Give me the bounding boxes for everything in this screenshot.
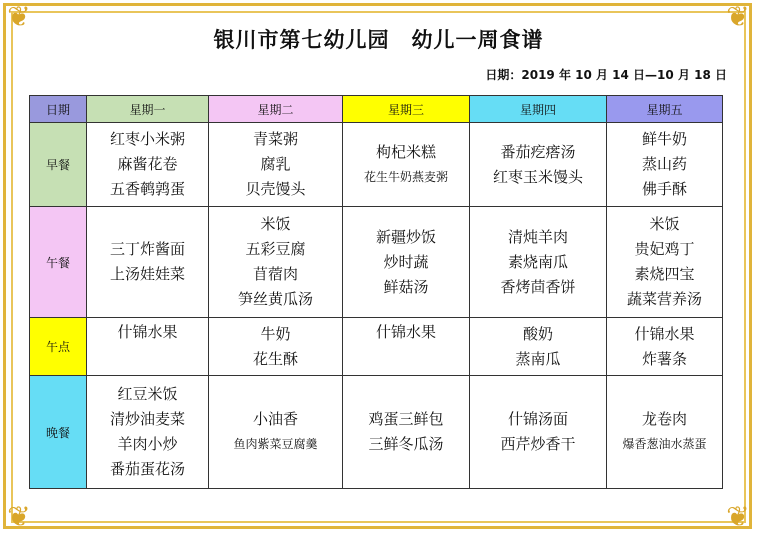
dish: 鸡蛋三鲜包 — [368, 410, 444, 428]
header-tue: 星期二 — [209, 96, 343, 123]
date-range: 日期：2019 年 10 月 14 日—10 月 18 日 — [485, 68, 727, 82]
corner-ornament-icon: ❦ — [726, 500, 750, 533]
dish: 三丁炸酱面 — [109, 240, 185, 258]
table-row — [30, 207, 723, 318]
dish: 鱼肉紫菜豆腐羹 — [233, 437, 318, 451]
header-thu: 星期四 — [470, 96, 607, 123]
menu-cell — [87, 318, 209, 376]
dish: 贵妃鸡丁 — [634, 240, 695, 258]
dish: 素烧南瓜 — [507, 252, 568, 271]
dish: 西芹炒香干 — [500, 435, 576, 453]
header-row — [30, 96, 723, 123]
dish: 五彩豆腐 — [245, 240, 306, 258]
menu-cell — [470, 318, 607, 376]
dish: 上汤娃娃菜 — [109, 265, 185, 283]
dish: 炸薯条 — [641, 349, 687, 368]
menu-cell — [607, 376, 723, 489]
dish: 花生牛奶燕麦粥 — [363, 169, 448, 184]
dish: 清炖羊肉 — [507, 227, 568, 246]
menu-cell — [209, 318, 343, 376]
menu-cell — [343, 318, 470, 376]
table-row — [30, 318, 723, 376]
dish: 红枣小米粥 — [109, 130, 185, 148]
dish: 米饭 — [260, 215, 291, 233]
dish: 爆香葱油水蒸蛋 — [622, 437, 707, 451]
menu-cell — [209, 376, 343, 489]
dish: 青菜粥 — [252, 130, 298, 148]
dish: 新疆炒饭 — [375, 227, 436, 246]
dish: 蔬菜营养汤 — [626, 290, 702, 308]
menu-cell — [87, 207, 209, 318]
corner-ornament-icon: ❦ — [7, 0, 31, 33]
dish: 蒸山药 — [641, 155, 687, 173]
dish: 牛奶 — [260, 324, 291, 343]
dish: 番茄疙瘩汤 — [500, 142, 576, 161]
menu-cell — [209, 207, 343, 318]
dish: 番茄蛋花汤 — [109, 460, 185, 478]
dish: 花生酥 — [252, 349, 298, 368]
header-fri: 星期五 — [607, 96, 723, 123]
dish: 三鲜冬瓜汤 — [368, 435, 444, 453]
dish: 蒸南瓜 — [515, 349, 561, 368]
header-mon: 星期一 — [87, 96, 209, 123]
dish: 腐乳 — [260, 155, 291, 173]
dish: 素烧四宝 — [634, 265, 695, 283]
dish: 小油香 — [252, 410, 298, 428]
dish: 龙卷肉 — [641, 410, 687, 428]
dish: 枸杞米糕 — [375, 142, 436, 161]
dish: 羊肉小炒 — [117, 435, 178, 453]
dish: 红枣玉米馒头 — [492, 167, 583, 186]
meal-label: 午餐 — [30, 207, 87, 318]
menu-cell — [470, 376, 607, 489]
dish: 什锦汤面 — [507, 410, 568, 428]
menu-cell — [87, 123, 209, 207]
menu-cell — [343, 376, 470, 489]
menu-cell — [470, 207, 607, 318]
dish: 炒时蔬 — [383, 252, 429, 271]
dish: 佛手酥 — [641, 180, 687, 198]
dish: 鲜菇汤 — [383, 277, 429, 296]
dish: 贝壳馒头 — [245, 180, 306, 198]
header-wed: 星期三 — [343, 96, 470, 123]
menu-cell — [87, 376, 209, 489]
dish: 笋丝黄瓜汤 — [237, 290, 313, 308]
meal-label: 晚餐 — [30, 376, 87, 489]
dish: 麻酱花卷 — [117, 155, 178, 173]
dish: 清炒油麦菜 — [109, 410, 185, 428]
menu-cell — [209, 123, 343, 207]
table-row — [30, 123, 723, 207]
meal-label: 午点 — [30, 318, 87, 376]
table-row — [30, 376, 723, 489]
corner-ornament-icon: ❦ — [726, 0, 750, 33]
dish: 香烤茴香饼 — [500, 277, 576, 296]
dish: 什锦水果 — [634, 324, 695, 343]
dish: 红豆米饭 — [117, 385, 178, 403]
dish: 鲜牛奶 — [641, 130, 687, 148]
dish: 酸奶 — [522, 324, 553, 343]
header-date: 日期 — [30, 96, 87, 123]
dish: 什锦水果 — [117, 323, 178, 341]
meal-label: 早餐 — [30, 123, 87, 207]
menu-cell — [607, 123, 723, 207]
dish: 什锦水果 — [375, 323, 436, 341]
page-title: 银川市第七幼儿园 幼儿一周食谱 — [213, 28, 544, 52]
dish: 苜蓿肉 — [252, 265, 298, 283]
menu-cell — [343, 207, 470, 318]
menu-cell — [470, 123, 607, 207]
menu-cell — [607, 318, 723, 376]
dish: 五香鹌鹑蛋 — [109, 180, 185, 198]
menu-cell — [343, 123, 470, 207]
menu-cell — [607, 207, 723, 318]
dish: 米饭 — [649, 215, 680, 233]
corner-ornament-icon: ❦ — [7, 500, 31, 533]
weekly-menu-table — [29, 95, 723, 489]
